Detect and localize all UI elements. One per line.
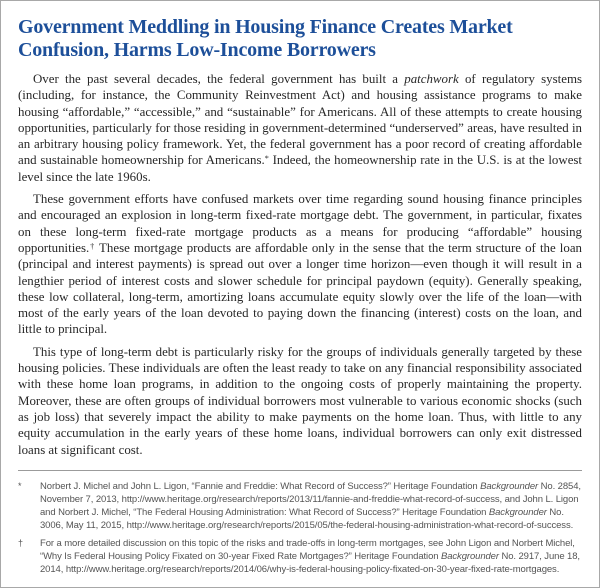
text-run: This type of long-term debt is particularly risky for the groups of individuals generally targeted by these housing policies. These individuals are often the least ready to take on any financial responsibility associated with these home loan programs, in addition to the ongoing costs of properly maintaining the property. Moreover, these are often groups of individual borrowers most vulnerable to various economic shocks (such as job loss) that severely impact the ability to make payments on the home loan. Thus, with little to any equity accumulation in the early years of these home loans, individual borrowers can only exit distressed loans at significant cost. xyxy=(18,344,582,457)
text-run: These mortgage products are affordable only in the sense that the term structure of the loan (principal and interest payments) is spread out over a longer time horizon—even though it will result in a lengthier period of interest costs and slower schedule for principal paydown (equity). Generally speaking, these low collateral, long-term, amortizing loans accumulate equity slowly over the life of the loan—with most of the early years of the loan devoted to paying down the financing (interest) costs on the loan, and little to principal. xyxy=(18,240,582,337)
paragraph-1 xyxy=(18,71,582,185)
text-run: No. 2854, November 7, 2013, xyxy=(40,480,581,505)
text-run: Backgrounder xyxy=(488,506,547,518)
paragraph-2 xyxy=(18,191,582,338)
footnote-ref-dagger: † xyxy=(89,241,96,251)
text-run: patchwork xyxy=(404,72,459,86)
text-run: Backgrounder xyxy=(480,480,539,492)
footnote-marker-asterisk: * xyxy=(18,480,22,491)
footnote-dagger xyxy=(18,537,582,576)
text-run: These government efforts have confused markets over time regarding sound housing finance principles and encouraged an explosion in long-term fixed-rate mortgage debt. The government, in particular, fixates on these long-term fixed-rate mortgage products as a means for producing “affordable” housing opportunities. xyxy=(18,192,582,255)
text-run: Indeed, the homeownership rate in the U.S. is at the lowest level since the late 1960s. xyxy=(18,153,583,184)
footnote-text xyxy=(40,537,582,576)
text-run: . xyxy=(570,519,574,531)
footnote-ref-asterisk: * xyxy=(264,154,269,164)
text-run: , and John L. Ligon and Norbert J. Michel, “The Federal Housing Administration: What Record of Success?” Heritage Foundation xyxy=(40,493,579,518)
text-run: . xyxy=(556,563,560,575)
paragraph-3 xyxy=(18,344,582,458)
text-run: No. 2917, June 18, 2014, xyxy=(40,550,580,575)
text-run: No. 3006, May 11, 2015, xyxy=(40,506,564,531)
footnote-url: http://www.heritage.org/research/reports/2015/05/the-federal-housing-administration-what-record-of-success xyxy=(126,519,571,531)
text-run: of regulatory systems (including, for instance, the Community Reinvestment Act) and housing assistance programs to make housing “affordable,” “accessible,” and “sustainable” for Americans. All of these attempts to create housing opportunities, particularly for those residing in government-determined “underserved” areas, have resulted in an arbitrary housing policy framework. Yet, the federal government has a poor record of creating affordable and sustainable homeownership for Americans. xyxy=(18,72,582,168)
text-run: Over the past several decades, the federal government has built a xyxy=(33,72,405,86)
footnote-marker-dagger: † xyxy=(18,537,23,548)
text-run: For a more detailed discussion on this topic of the risks and trade-offs in long-term mortgages, see John Ligon and Norbert Michel, “Why Is Federal Housing Policy Fixated on 30-year Fixed Rate Mortgages?” Heritage Foundation xyxy=(40,537,575,562)
footnote-url: http://www.heritage.org/research/reports/2013/11/fannie-and-freddie-what-record-of-success xyxy=(121,493,500,505)
footnote-divider xyxy=(18,470,582,471)
text-run: Backgrounder xyxy=(440,550,499,562)
text-run: Norbert J. Michel and John L. Ligon, “Fannie and Freddie: What Record of Success?” Heritage Foundation xyxy=(40,480,481,492)
footnote-text xyxy=(40,480,582,532)
page-title: Government Meddling in Housing Finance Creates Market Confusion, Harms Low-Income Borrowers xyxy=(18,16,513,61)
footnotes-section xyxy=(18,480,582,576)
footnote-asterisk xyxy=(18,480,582,532)
footnote-url: http://www.heritage.org/research/reports/2014/06/why-is-federal-housing-policy-fixated-on-30-year-fixed-rate-mortgages xyxy=(65,563,557,575)
